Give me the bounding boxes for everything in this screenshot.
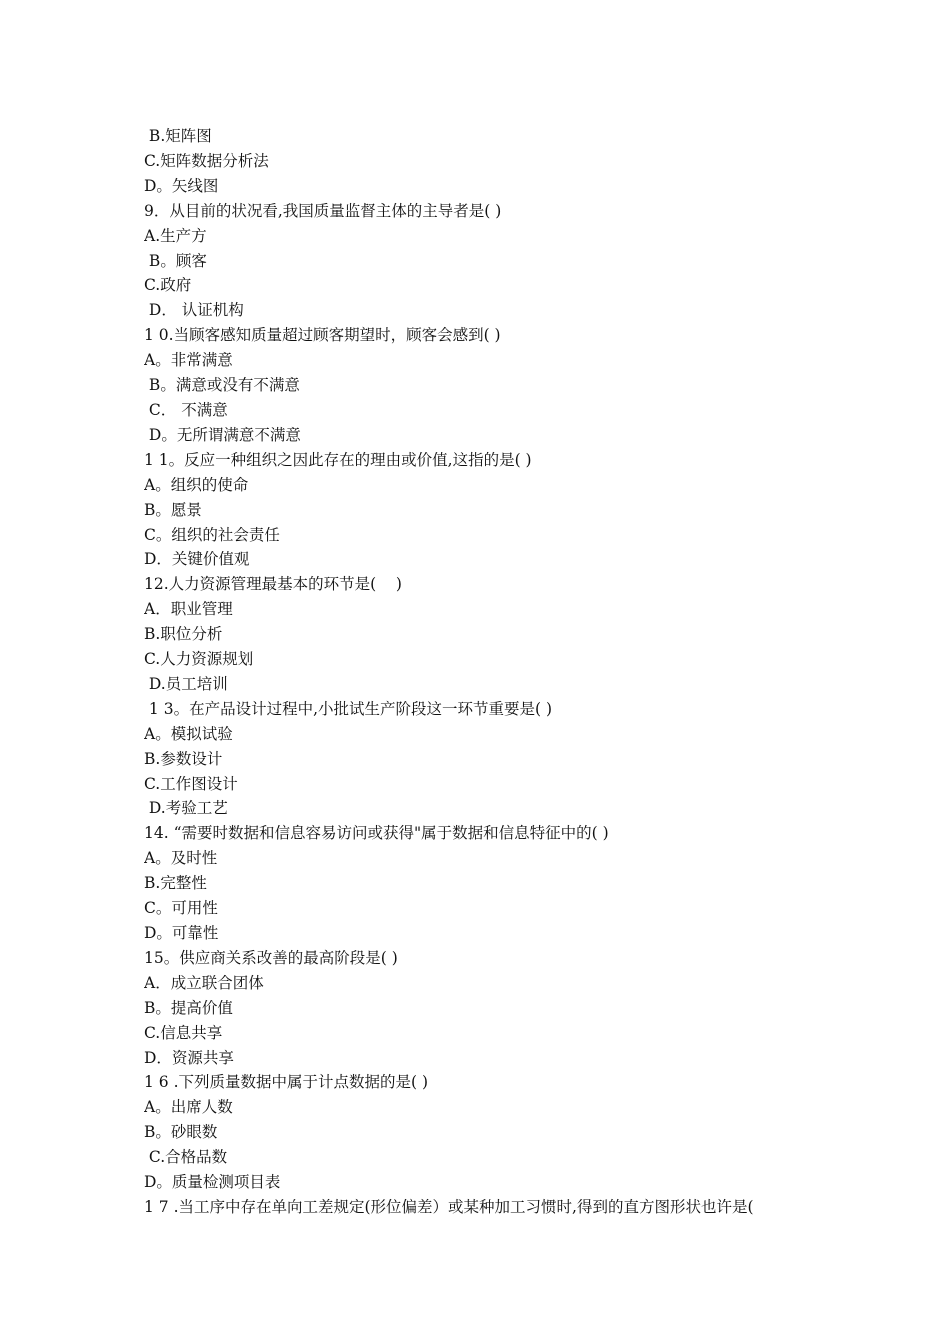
text-line: C． 不满意 — [144, 400, 228, 419]
text-line: 15。供应商关系改善的最高阶段是( ) — [144, 948, 398, 967]
text-line: A.生产方 — [144, 226, 207, 245]
text-line: 12.人力资源管理最基本的环节是( ) — [144, 575, 402, 594]
text-line: C.政府 — [144, 276, 192, 295]
text-line: B。砂眼数 — [144, 1123, 218, 1142]
text-line: B.参数设计 — [144, 749, 223, 768]
text-line: 1 6 .下列质量数据中属于计点数据的是( ) — [144, 1073, 429, 1092]
text-line: B.矩阵图 — [144, 127, 212, 145]
text-line: A．职业管理 — [144, 600, 233, 619]
text-line: B。愿景 — [144, 500, 202, 519]
text-line: D．关键价值观 — [144, 550, 250, 569]
text-line: D。矢线图 — [144, 176, 219, 195]
text-line: C.人力资源规划 — [144, 650, 254, 669]
text-line: C.矩阵数据分析法 — [144, 151, 269, 170]
text-line: B。满意或没有不满意 — [144, 376, 300, 395]
text-line: B。顾客 — [144, 251, 207, 270]
text-line: A。组织的使命 — [144, 475, 249, 494]
text-line: B.完整性 — [144, 874, 207, 893]
text-line: B。提高价值 — [144, 998, 233, 1017]
text-line: A。出席人数 — [144, 1098, 233, 1117]
text-line: A。及时性 — [144, 849, 218, 868]
text-line: D。质量检测项目表 — [144, 1173, 281, 1192]
text-line: 1 0.当顾客感知质量超过顾客期望时，顾客会感到( ) — [144, 326, 501, 345]
text-line: A。非常满意 — [144, 351, 233, 370]
text-line: D。可靠性 — [144, 924, 219, 942]
text-line: B.职位分析 — [144, 625, 223, 644]
text-line: D.考验工艺 — [144, 799, 228, 818]
text-line: A．成立联合团体 — [144, 973, 264, 992]
text-line: C。组织的社会责任 — [144, 525, 280, 544]
text-line: C.信息共享 — [144, 1023, 223, 1042]
question-text-block — [144, 124, 844, 1220]
text-line: C。可用性 — [144, 899, 218, 918]
text-line: D． 认证机构 — [144, 301, 244, 320]
text-line: D．资源共享 — [144, 1048, 234, 1067]
text-line: 14. “需要时数据和信息容易访问或获得"属于数据和信息特征中的( ) — [144, 824, 609, 843]
text-line: 1 7 .当工序中存在单向工差规定(形位偏差）或某种加工习惯时,得到的直方图形状也许是( — [144, 1197, 754, 1216]
text-line: 1 3。在产品设计过程中,小批试生产阶段这一环节重要是( ) — [144, 699, 553, 718]
text-line: 1 1。反应一种组织之因此存在的理由或价值,这指的是( ) — [144, 450, 532, 469]
text-line: 9．从目前的状况看,我国质量监督主体的主导者是( ) — [144, 201, 502, 220]
text-line: D.员工培训 — [144, 674, 228, 693]
text-line: C.合格品数 — [144, 1148, 228, 1167]
text-line: C.工作图设计 — [144, 774, 238, 793]
text-line: A。模拟试验 — [144, 724, 233, 743]
text-line: D。无所谓满意不满意 — [144, 425, 301, 444]
